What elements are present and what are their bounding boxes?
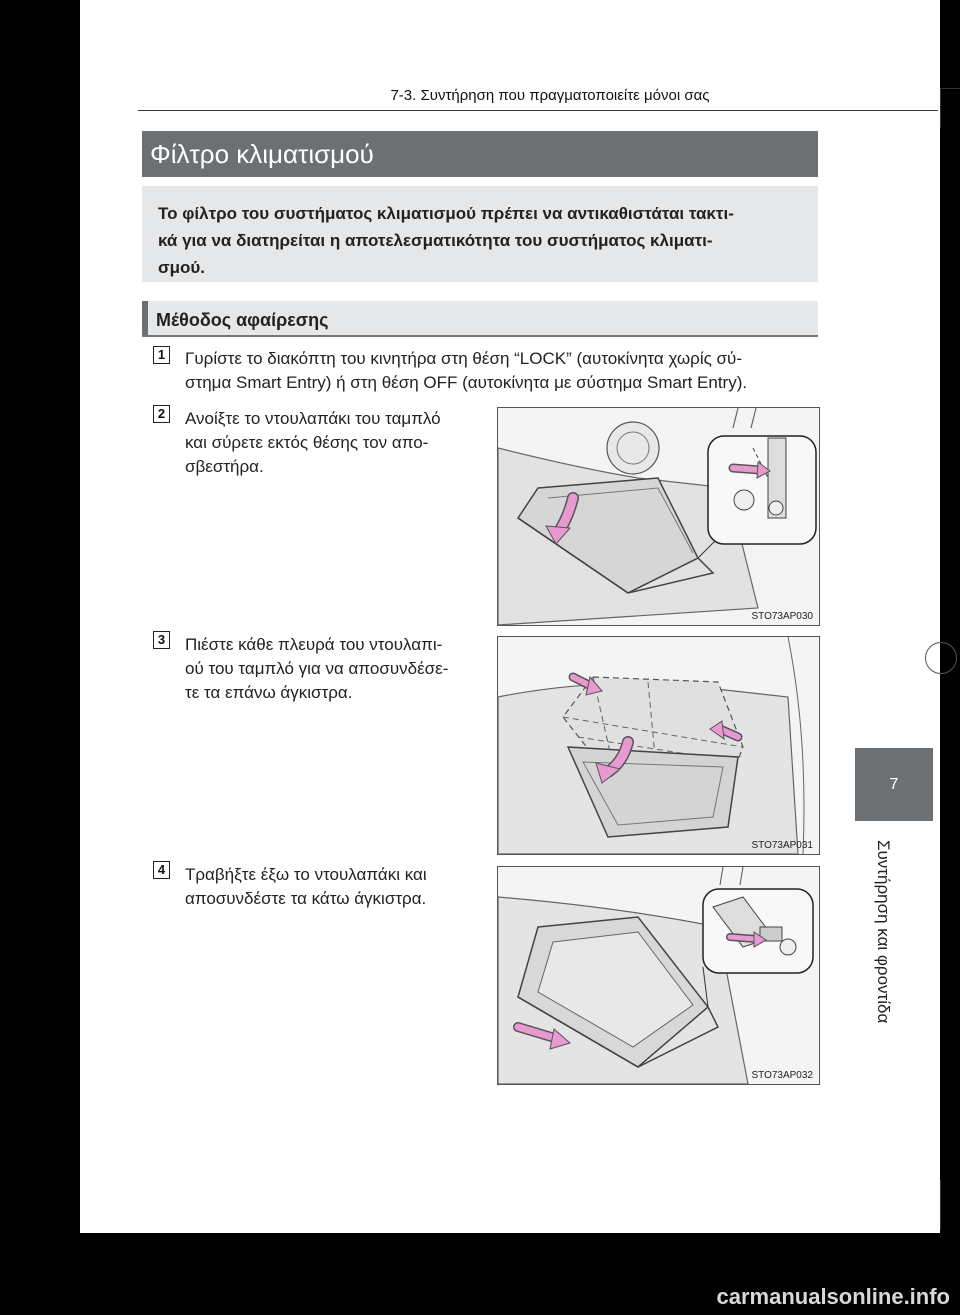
step-number: 1 <box>153 346 170 364</box>
step-line: Γυρίστε το διακόπτη του κινητήρα στη θέση “LOCK” (αυτοκίνητα χωρίς σύ- <box>185 349 742 368</box>
step-line: ού του ταμπλό για να αποσυνδέσε- <box>185 659 449 678</box>
intro-line: Το φίλτρο του συστήματος κλιματισμού πρέπει να αντικαθιστάται τακτι- <box>158 204 734 223</box>
step-line: Ανοίξτε το ντουλαπάκι του ταμπλό <box>185 409 441 428</box>
intro-line: κά για να διατηρείται η αποτελεσματικότητα του συστήματος κλιματι- <box>158 231 713 250</box>
watermark: carmanualsonline.info <box>716 1284 950 1309</box>
step-text <box>185 347 817 395</box>
step-line: Τραβήξτε έξω το ντουλαπάκι και <box>185 865 427 884</box>
figure-code: STO73AP032 <box>751 1070 813 1081</box>
page-title: Φίλτρο κλιματισμού <box>142 131 818 177</box>
step-number: 3 <box>153 631 170 649</box>
figure-glovebox-lower-hooks <box>497 866 820 1085</box>
chapter-title-text: Συντήρηση και φροντίδα <box>874 840 893 1024</box>
step-line: τε τα επάνω άγκιστρα. <box>185 683 353 702</box>
step-line: σβεστήρα. <box>185 457 264 476</box>
step-text <box>185 633 477 705</box>
step-line: και σύρετε εκτός θέσης τον απο- <box>185 433 429 452</box>
section-heading: Μέθοδος αφαίρεσης <box>142 301 818 337</box>
registration-mark <box>925 642 957 674</box>
step-line: στημα Smart Entry) ή στη θέση OFF (αυτοκίνητα με σύστημα Smart Entry). <box>185 373 748 392</box>
step-line: αποσυνδέστε τα κάτω άγκιστρα. <box>185 889 427 908</box>
figure-code: STO73AP031 <box>751 840 813 851</box>
crop-mark <box>940 88 941 128</box>
figure-code: STO73AP030 <box>751 611 813 622</box>
header-rule <box>138 110 938 111</box>
intro-line: σμού. <box>158 258 206 277</box>
step-number: 2 <box>153 405 170 423</box>
figure-glovebox-damper <box>497 407 820 626</box>
section-header: 7-3. Συντήρηση που πραγματοποιείτε μόνοι σας <box>390 87 710 104</box>
crop-mark <box>940 1180 941 1230</box>
intro-box <box>142 186 818 282</box>
step-text <box>185 863 477 911</box>
chapter-tab: 7 <box>855 748 933 821</box>
crop-mark <box>940 88 960 89</box>
step-number: 4 <box>153 861 170 879</box>
step-line: Πιέστε κάθε πλευρά του ντουλαπι- <box>185 635 443 654</box>
figure-glovebox-upper-hooks <box>497 636 820 855</box>
step-text <box>185 407 477 479</box>
